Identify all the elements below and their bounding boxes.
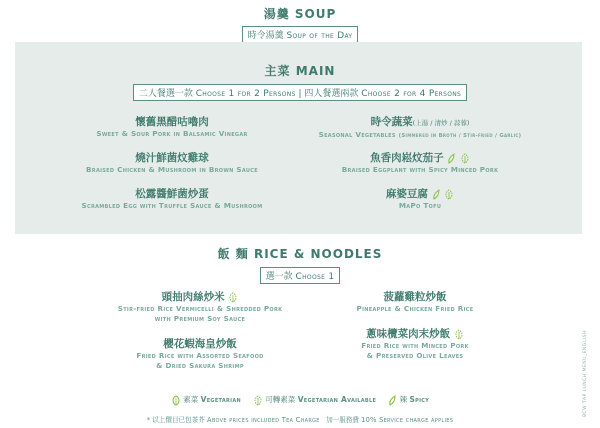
menu-item [300, 328, 530, 361]
rice-rule-en: Choose 1 [295, 272, 335, 282]
dish-options-zh: (上湯 / 清炒 / 蒜蓉) [412, 119, 470, 127]
dish-zh: 蔥味欖菜肉末炒飯 [366, 328, 451, 340]
spicy-icon [432, 189, 441, 200]
dish-en: Stir-fried Rice Vermicelli & Shredded Pork [117, 304, 283, 313]
dish-zh: 時令蔬菜 [370, 116, 413, 128]
main-rule-box [0, 81, 600, 101]
footnote-zh-2: 加一服務費 [326, 416, 360, 424]
main-heading: 主菜 MAIN [264, 64, 336, 78]
menu-item [52, 116, 292, 152]
rice-rule-zh: 選一款 [265, 272, 293, 282]
dish-en: MaPo Tofu [398, 201, 442, 210]
soup-item-en: Soup of the Day [286, 31, 353, 41]
rice-heading: 飯 麵 RICE & NOODLES [217, 247, 383, 261]
menu-item [300, 188, 540, 224]
dish-zh: 松露醬鮮菌炒蛋 [135, 188, 209, 200]
vegetarian-available-icon [228, 292, 238, 303]
menu-item [52, 188, 292, 224]
vegetarian-available-icon [444, 189, 454, 200]
soup-item-box [0, 23, 600, 43]
legend-veg-en: Vegetarian [200, 395, 241, 404]
dish-en: Braised Chicken & Mushroom in Brown Sauce [86, 165, 258, 174]
vegetarian-available-icon [454, 329, 464, 340]
menu-item [52, 152, 292, 188]
soup-of-day [242, 26, 359, 43]
menu-item [85, 338, 315, 371]
rule-b-en: Choose 2 for 4 Persons [361, 89, 462, 99]
spicy-icon [447, 153, 456, 164]
dish-en: Seasonal Vegetables [318, 130, 396, 139]
rule-a-en: Choose 1 for 2 Persons [195, 89, 296, 99]
main-choice-rule: 二人餐選一款 Choose 1 for 2 Persons | 四人餐選兩款 Choose 2 for 4 Persons [133, 84, 467, 101]
dish-zh: 櫻花蝦海皇炒飯 [163, 338, 237, 350]
dish-en: & Preserved Olive Leaves [366, 351, 464, 360]
rice-left-column [85, 291, 315, 371]
legend-veg-zh: 素菜 [183, 395, 199, 404]
dish-zh: 菠蘿雞粒炒飯 [383, 291, 447, 303]
vegetarian-available-icon [460, 153, 470, 164]
dish-en: Fried Rice with Minced Pork [361, 341, 469, 350]
rule-a-zh: 二人餐選一款 [138, 89, 193, 99]
footnote-en-2: 10% Service charge applies [361, 416, 454, 424]
menu-item [300, 152, 540, 188]
dish-zh: 懷舊黑醋咕嚕肉 [135, 116, 209, 128]
dish-en: with Premium Soy Sauce [154, 314, 246, 323]
side-document-code: BCW TAP LUNCH MENU_ENGLISH [583, 330, 588, 417]
soup-heading: 湯羹 SOUP [263, 7, 337, 21]
menu-item [85, 291, 315, 338]
vegetarian-icon [171, 395, 181, 406]
rule-b-zh: 四人餐選兩款 [304, 89, 359, 99]
dish-en: Pineapple & Chicken Fried Rice [356, 304, 474, 313]
dish-en: & Dried Sakura Shrimp [156, 361, 244, 370]
dish-en: Sweet & Sour Pork in Balsamic Vinegar [96, 129, 248, 138]
footnote-en-1: Above prices included Tea Charge [207, 416, 320, 424]
main-right-column [300, 116, 540, 224]
rice-rule-box [0, 264, 600, 284]
dish-zh: 魚香肉崧炆茄子 [370, 152, 444, 164]
vegetarian-available-icon [253, 395, 263, 406]
footnote-zh-1: * 以上價目已包茶芥 [146, 416, 205, 424]
menu-item [300, 116, 540, 152]
legend [0, 394, 600, 406]
dish-zh: 頭抽肉絲炒米 [161, 291, 225, 303]
dish-zh: 燒汁鮮菌炆雞球 [135, 152, 209, 164]
soup-item-zh: 時令湯羹 [247, 31, 284, 41]
dish-zh: 麻婆豆腐 [385, 188, 428, 200]
main-left-column [52, 116, 292, 224]
legend-vegopt-en: Vegetarian Available [297, 395, 377, 404]
legend-spicy-zh: 辣 [399, 395, 408, 404]
footnote [0, 414, 600, 424]
rice-choice-rule [260, 267, 341, 284]
dish-options-en: (Simmered in Broth / Stir-fried / Garlic) [398, 133, 522, 139]
menu-item [300, 291, 530, 328]
rice-right-column [300, 291, 530, 361]
dish-en: Fried Rice with Assorted Seafood [136, 351, 264, 360]
dish-en: Scrambled Egg with Truffle Sauce & Mushroom [81, 201, 263, 210]
legend-vegopt-zh: 可轉素菜 [265, 395, 296, 404]
dish-en: Braised Eggplant with Spicy Minced Pork [341, 165, 499, 174]
legend-spicy-en: Spicy [409, 395, 430, 404]
spicy-icon [388, 395, 397, 406]
